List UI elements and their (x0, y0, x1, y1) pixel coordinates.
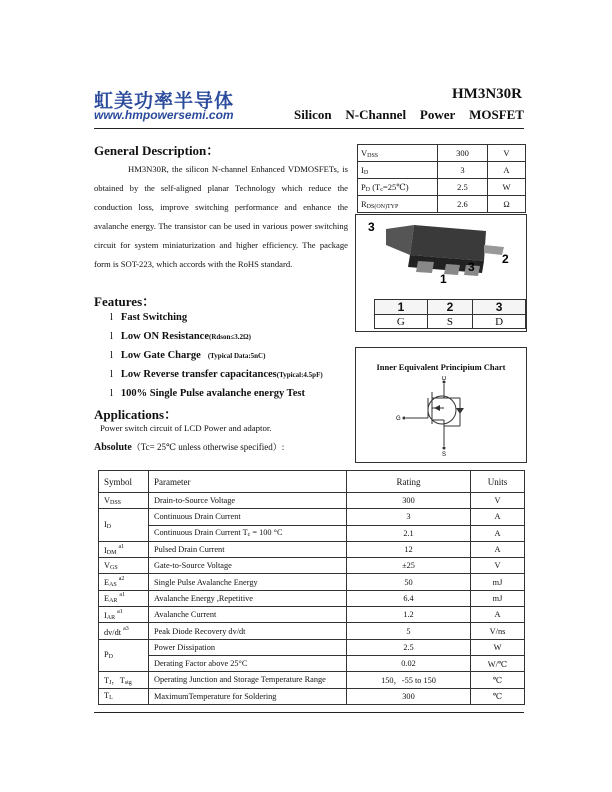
bullet: l (110, 388, 113, 399)
absolute-ratings-table (98, 470, 525, 705)
key-spec-table (357, 144, 526, 213)
table-header-row (99, 471, 525, 493)
rating-cell: 6.4 (347, 590, 471, 606)
bullet: l (110, 331, 113, 342)
rating-cell: 300 (347, 688, 471, 704)
spec-row (358, 196, 526, 213)
unit-cell: ℃ (471, 688, 525, 704)
applications-heading: Applications： (94, 407, 178, 422)
rating-cell: 1.2 (347, 607, 471, 623)
symbol-cell: PD (99, 639, 149, 672)
spec-symbol: RDS(ON)TYP (358, 196, 438, 213)
pin-name: G (375, 315, 428, 329)
feature-item: l Low Reverse transfer capacitances(Typical:4.5pF) (110, 369, 323, 380)
absolute-ratings-caption: Absolute（Tc= 25℃ unless otherwise specified）: (94, 442, 285, 453)
rating-cell: 150，-55 to 150 (347, 672, 471, 688)
symbol-cell: $IDM^{a1}$ (99, 541, 149, 557)
parameter-cell: Pulsed Drain Current (149, 541, 347, 557)
drain-label: D (442, 376, 447, 382)
pin-number: 2 (427, 300, 472, 315)
rating-cell: 12 (347, 541, 471, 557)
parameter-cell: Derating Factor above 25°C (149, 655, 347, 671)
rating-cell: ±25 (347, 558, 471, 574)
table-row (99, 623, 525, 639)
company-website: www.hmpowersemi.com (94, 108, 234, 122)
parameter-cell: Avalanche Current (149, 607, 347, 623)
package-pin-label: 2 (502, 252, 509, 266)
parameter-cell: Operating Junction and Storage Temperature Range (149, 672, 347, 688)
subtitle-word: N-Channel (345, 107, 407, 122)
sot223-package-image (356, 215, 526, 297)
symbol-cell: $EAR^{a1}$ (99, 590, 149, 606)
mosfet-symbol-diagram (396, 376, 496, 458)
table-row (99, 639, 525, 655)
parameter-cell: Continuous Drain Current Tc = 100 °C (149, 525, 347, 541)
table-row (99, 574, 525, 590)
unit-cell: W (471, 639, 525, 655)
unit-cell: A (471, 541, 525, 557)
package-pin-label: 3 (368, 220, 375, 234)
unit-cell: A (471, 525, 525, 541)
rating-cell: 50 (347, 574, 471, 590)
table-row (99, 590, 525, 606)
subtitle-word: Silicon (294, 107, 332, 122)
feature-item: l 100% Single Pulse avalanche energy Test (110, 388, 305, 399)
spec-symbol: VDSS (358, 145, 438, 162)
bullet: l (110, 312, 113, 323)
spec-row (358, 179, 526, 196)
parameter-cell: Avalanche Energy ,Repetitive (149, 590, 347, 606)
pin-assignment-table (374, 299, 526, 329)
spec-row (358, 162, 526, 179)
table-row (99, 493, 525, 509)
parameter-cell: Gate-to-Source Voltage (149, 558, 347, 574)
parameter-cell: Peak Diode Recovery dv/dt (149, 623, 347, 639)
pin-name: D (473, 315, 526, 329)
header-divider (94, 128, 524, 129)
rating-cell: 2.1 (347, 525, 471, 541)
spec-unit: Ω (487, 196, 525, 213)
table-row (99, 655, 525, 671)
package-drawing (355, 214, 527, 332)
column-header: Rating (347, 471, 471, 493)
table-row (99, 525, 525, 541)
rating-cell: 2.5 (347, 639, 471, 655)
feature-item: l Low ON Resistance(Rdson≤3.2Ω) (110, 331, 251, 342)
subtitle-word: Power (419, 107, 456, 122)
table-row (99, 558, 525, 574)
package-pin-label: 3 (468, 260, 475, 274)
product-subtitle (294, 107, 524, 123)
parameter-cell: Power Dissipation (149, 639, 347, 655)
symbol-cell: VGS (99, 558, 149, 574)
spec-value: 2.6 (438, 196, 488, 213)
table-row (99, 672, 525, 688)
pin-number: 3 (473, 300, 526, 315)
company-logo-chinese: 虹美功率半导体 (94, 90, 235, 112)
symbol-cell: ID (99, 509, 149, 542)
parameter-cell: MaximumTemperature for Soldering (149, 688, 347, 704)
table-row (99, 509, 525, 525)
unit-cell: W/℃ (471, 655, 525, 671)
rating-cell: 3 (347, 509, 471, 525)
feature-item: l Fast Switching (110, 312, 188, 323)
pin-number-row (375, 300, 526, 315)
spec-row (358, 145, 526, 162)
gate-label: G (396, 416, 401, 422)
spec-unit: V (487, 145, 525, 162)
column-header: Units (471, 471, 525, 493)
table-row (99, 688, 525, 704)
unit-cell: mJ (471, 590, 525, 606)
equivalent-circuit-chart (355, 347, 527, 463)
unit-cell: A (471, 509, 525, 525)
spec-value: 2.5 (438, 179, 488, 196)
parameter-cell: Drain-to-Source Voltage (149, 493, 347, 509)
spec-symbol: ID (358, 162, 438, 179)
rating-cell: 0.02 (347, 655, 471, 671)
chart-title: Inner Equivalent Principium Chart (376, 362, 506, 372)
spec-unit: W (487, 179, 525, 196)
table-row (99, 541, 525, 557)
pin-name: S (427, 315, 472, 329)
feature-item: l Low Gate Charge (Typical Data:5nC) (110, 350, 266, 361)
symbol-cell: TL (99, 688, 149, 704)
unit-cell: A (471, 607, 525, 623)
symbol-cell: $EAS^{a2}$ (99, 574, 149, 590)
unit-cell: V (471, 493, 525, 509)
package-pin-label: 1 (440, 272, 447, 286)
bullet: l (110, 369, 113, 380)
source-label: S (442, 452, 447, 458)
spec-symbol: PD (Tc=25℃) (358, 179, 438, 196)
spec-value: 3 (438, 162, 488, 179)
general-description-text (94, 160, 348, 274)
footer-divider (94, 712, 524, 713)
features-heading: Features： (94, 294, 156, 309)
unit-cell: mJ (471, 574, 525, 590)
column-header: Symbol (99, 471, 149, 493)
column-header: Parameter (149, 471, 347, 493)
subtitle-word: MOSFET (469, 107, 524, 122)
unit-cell: V (471, 558, 525, 574)
rating-cell: 5 (347, 623, 471, 639)
bullet: l (110, 350, 113, 361)
general-description-heading: General Description： (94, 143, 220, 158)
symbol-cell: $IAR^{a1}$ (99, 607, 149, 623)
pin-number: 1 (375, 300, 428, 315)
spec-value: 300 (438, 145, 488, 162)
applications-text: Power switch circuit of LCD Power and adaptor. (100, 423, 272, 433)
parameter-cell: Continuous Drain Current (149, 509, 347, 525)
table-row (99, 607, 525, 623)
unit-cell: ℃ (471, 672, 525, 688)
pin-name-row (375, 315, 526, 329)
symbol-cell: dv/dt $^{a3}$ (99, 623, 149, 639)
spec-unit: A (487, 162, 525, 179)
symbol-cell: VDSS (99, 493, 149, 509)
rating-cell: 300 (347, 493, 471, 509)
description-paragraph: HM3N30R, the silicon N-channel Enhanced VDMOSFETs, is obtained by the self-aligned planar Technology which reduce the conduction loss, improve switching performance and enhance the avalanche energy. The transistor can be used in various power switching circuit for system miniaturization and higher efficiency. The package form is SOT-223, which accords with the RoHS standard. (94, 164, 348, 269)
parameter-cell: Single Pulse Avalanche Energy (149, 574, 347, 590)
part-number: HM3N30R (452, 86, 522, 102)
unit-cell: V/ns (471, 623, 525, 639)
symbol-cell: TJ，Tstg (99, 672, 149, 688)
